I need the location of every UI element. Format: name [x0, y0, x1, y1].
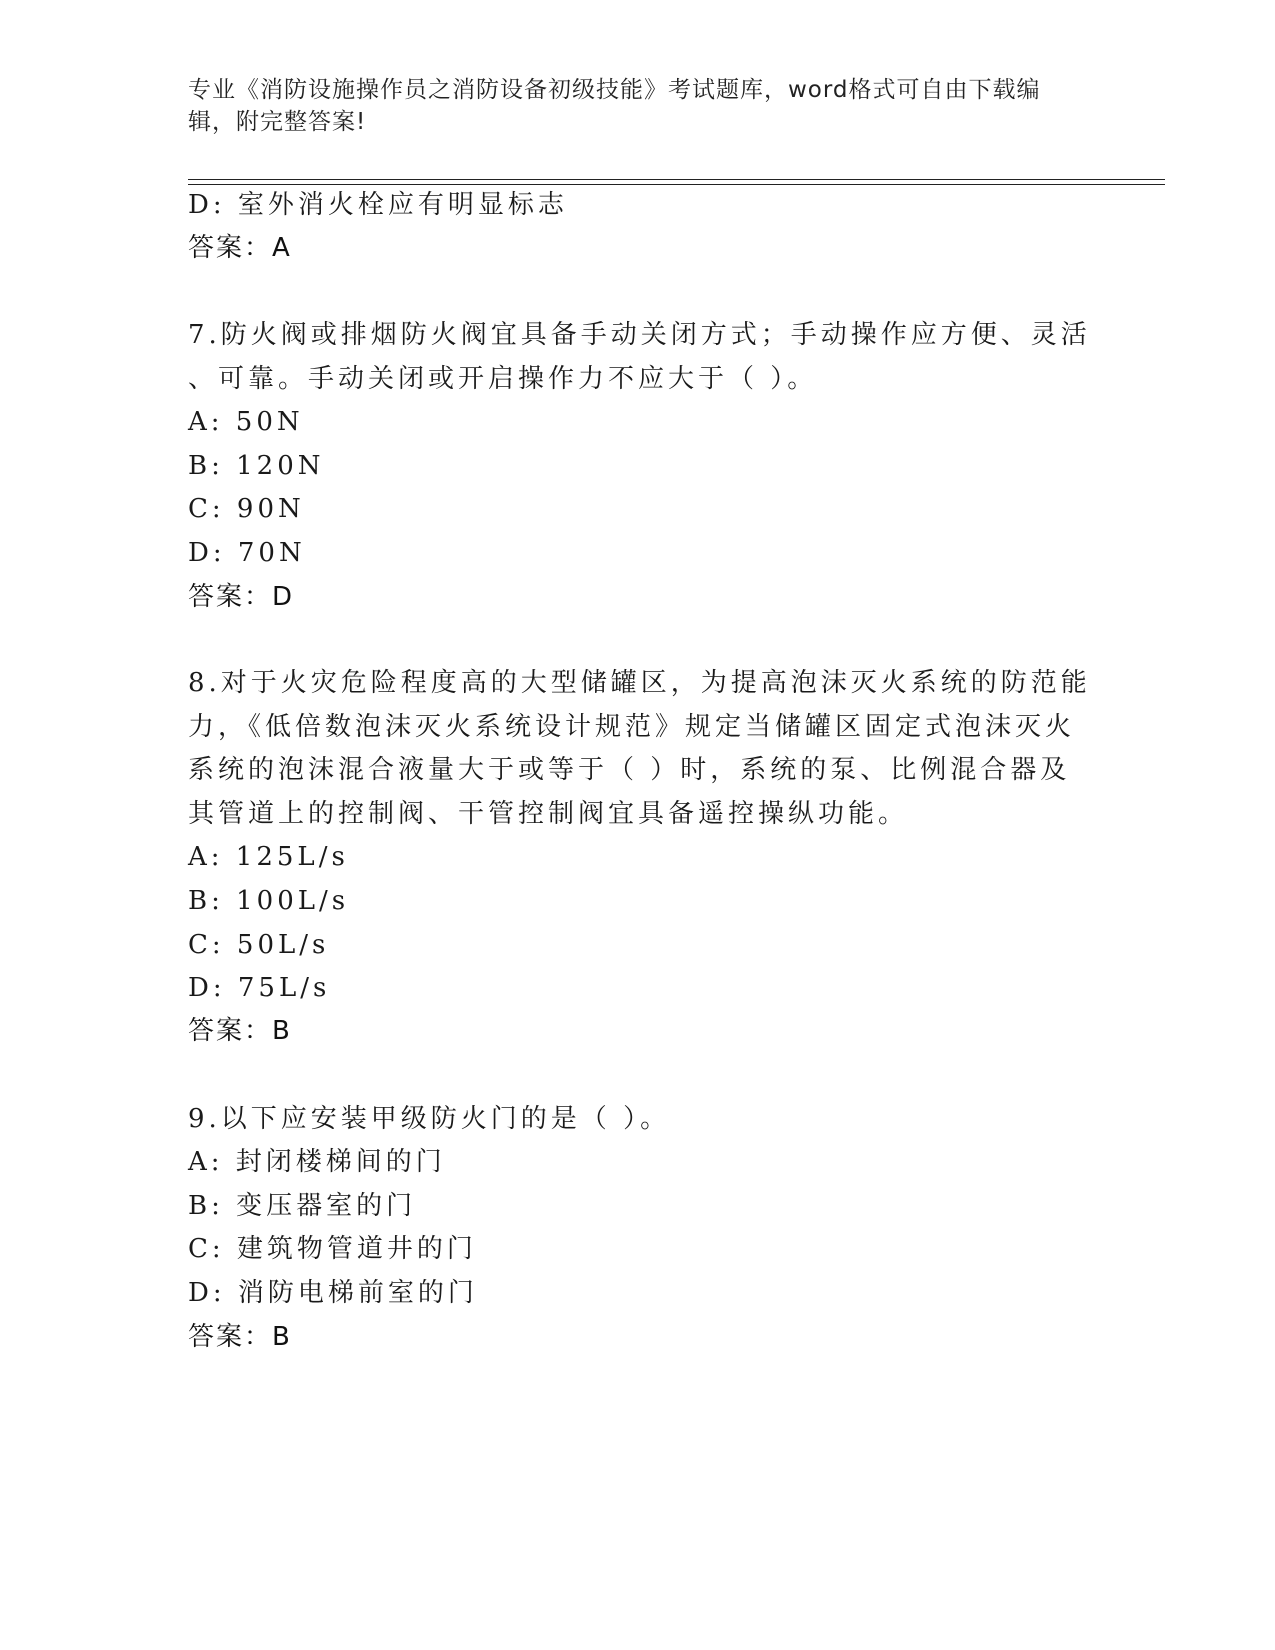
option-a: A: 50N	[188, 407, 304, 437]
option-c: C: 50L/s	[188, 930, 330, 960]
option-b: B: 变压器室的门	[188, 1191, 417, 1221]
question-stem: 系统的泡沫混合液量大于或等于（ ）时，系统的泵、比例混合器及	[188, 755, 1071, 785]
question-stem: 9.以下应安装甲级防火门的是（ ）。	[188, 1104, 671, 1134]
header-divider-top	[188, 179, 1165, 180]
option-a: A: 125L/s	[188, 842, 349, 872]
option-d: D: 75L/s	[188, 973, 331, 1003]
question-stem: 7.防火阀或排烟防火阀宜具备手动关闭方式；手动操作应方便、灵活	[188, 320, 1091, 350]
option-d: D: 室外消火栓应有明显标志	[188, 190, 568, 220]
answer-label: 答案：D	[188, 582, 295, 612]
option-c: C: 建筑物管道井的门	[188, 1234, 477, 1264]
question-stem: 其管道上的控制阀、干管控制阀宜具备遥控操纵功能。	[188, 799, 909, 829]
header-line-1: 专业《消防设施操作员之消防设备初级技能》考试题库，word格式可自由下载编	[188, 77, 1041, 103]
question-stem: 力，《低倍数泡沫灭火系统设计规范》规定当储罐区固定式泡沫灭火	[188, 712, 1076, 742]
question-stem: 、可靠。手动关闭或开启操作力不应大于（ ）。	[188, 364, 818, 394]
header-line-2: 辑，附完整答案!	[188, 109, 367, 135]
answer-label: 答案：B	[188, 1322, 292, 1352]
answer-label: 答案：B	[188, 1016, 292, 1046]
option-c: C: 90N	[188, 494, 305, 524]
question-stem: 8.对于火灾危险程度高的大型储罐区，为提高泡沫灭火系统的防范能	[188, 668, 1091, 698]
option-d: D: 消防电梯前室的门	[188, 1278, 478, 1308]
option-a: A: 封闭楼梯间的门	[188, 1147, 446, 1177]
header-divider-bottom	[188, 184, 1165, 185]
option-b: B: 120N	[188, 451, 325, 481]
header-text	[188, 74, 1088, 138]
option-b: B: 100L/s	[188, 886, 350, 916]
answer-label: 答案：A	[188, 233, 292, 263]
option-d: D: 70N	[188, 538, 306, 568]
